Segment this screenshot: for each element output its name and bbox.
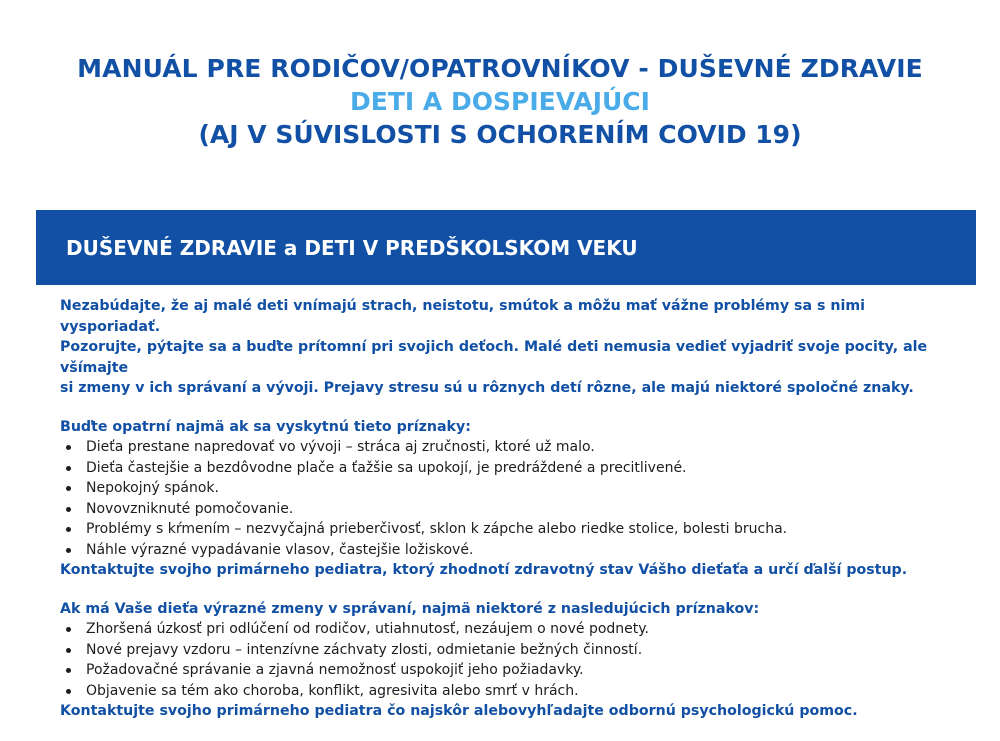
list-item: Zhoršená úzkosť pri odlúčení od rodičov, utiahnutosť, nezáujem o nové podnety.	[60, 619, 970, 640]
intro-line: Pozorujte, pýtajte sa a buďte prítomní pri svojich deťoch. Malé deti nemusia vedieť vyjadriť svoje pocity, ale všímajte	[60, 339, 928, 376]
list-item: Objavenie sa tém ako choroba, konflikt, agresivita alebo smrť v hrách.	[60, 681, 970, 702]
behavior-heading: Ak má Vaše dieťa výrazné zmeny v správaní, najmä niektoré z nasledujúcich príznakov:	[60, 600, 760, 617]
list-item: Dieťa častejšie a bezdôvodne plače a ťažšie sa upokojí, je predráždené a precitlivené.	[60, 458, 970, 479]
section-banner-title: DUŠEVNÉ ZDRAVIE a DETI V PREDŠKOLSKOM VEKU	[66, 235, 638, 260]
document-body	[60, 296, 970, 722]
intro-line: si zmeny v ich správaní a vývoji. Prejavy stresu sú u rôznych detí rôzne, ale majú niektoré spoločné znaky.	[60, 380, 914, 396]
list-item: Novovzniknuté pomočovanie.	[60, 499, 970, 520]
symptoms-heading: Buďte opatrní najmä ak sa vyskytnú tieto príznaky:	[60, 418, 471, 435]
behavior-list	[60, 619, 970, 701]
list-item: Náhle výrazné vypadávanie vlasov, častejšie ložiskové.	[60, 540, 970, 561]
list-item: Nové prejavy vzdoru – intenzívne záchvaty zlosti, odmietanie bežných činností.	[60, 640, 970, 661]
symptoms-list	[60, 437, 970, 560]
intro-paragraph	[60, 296, 970, 399]
contact-pediatrician-note: Kontaktujte svojho primárneho pediatra, ktorý zhodnotí zdravotný stav Vášho dieťaťa a určí ďalší postup.	[60, 562, 908, 578]
list-item: Nepokojný spánok.	[60, 478, 970, 499]
document-header	[0, 52, 1000, 151]
intro-line: Nezabúdajte, že aj malé deti vnímajú strach, neistotu, smútok a môžu mať vážne problémy sa s nimi vysporiadať.	[60, 298, 865, 335]
subtitle: DETI A DOSPIEVAJÚCI	[350, 87, 650, 116]
main-title: MANUÁL PRE RODIČOV/OPATROVNÍKOV - DUŠEVNÉ ZDRAVIE	[77, 54, 923, 83]
subtitle-covid: (AJ V SÚVISLOSTI S OCHORENÍM COVID 19)	[198, 120, 802, 149]
section-banner	[36, 210, 976, 285]
contact-psychologist-note: Kontaktujte svojho primárneho pediatra čo najskôr alebovyhľadajte odbornú psychologickú pomoc.	[60, 703, 858, 719]
list-item: Požadovačné správanie a zjavná nemožnosť uspokojiť jeho požiadavky.	[60, 660, 970, 681]
list-item: Dieťa prestane napredovať vo vývoji – stráca aj zručnosti, ktoré už malo.	[60, 437, 970, 458]
list-item: Problémy s kŕmením – nezvyčajná prieberčivosť, sklon k zápche alebo riedke stolice, bolesti brucha.	[60, 519, 970, 540]
